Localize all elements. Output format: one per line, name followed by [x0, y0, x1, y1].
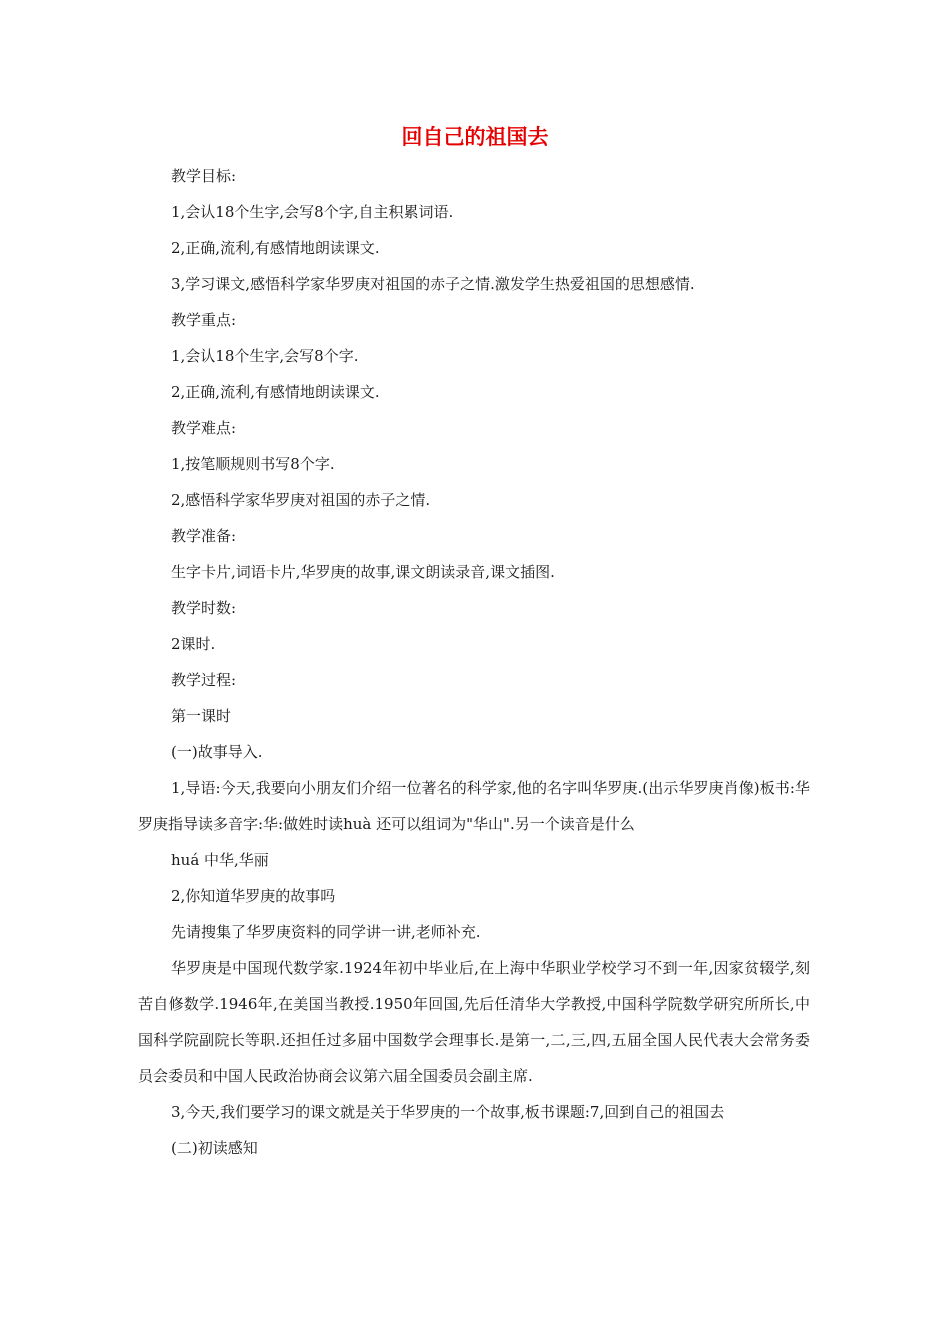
heading-difficulties: 教学难点:	[171, 419, 237, 437]
document-title: 回自己的祖国去	[401, 125, 549, 149]
difficulty-2: 2,感悟科学家华罗庚对祖国的赤子之情.	[171, 491, 431, 509]
heading-first-lesson: 第一课时	[171, 707, 232, 725]
section-first-reading: (二)初读感知	[171, 1139, 258, 1157]
question-3: 3,今天,我们要学习的课文就是关于华罗庚的一个故事,板书课题:7,回到自己的祖国去	[171, 1103, 725, 1121]
objective-3: 3,学习课文,感悟科学家华罗庚对祖国的赤子之情.激发学生热爱祖国的思想感情.	[171, 275, 695, 293]
heading-objectives: 教学目标:	[171, 167, 237, 185]
section-story-intro: (一)故事导入.	[171, 743, 263, 761]
document-body	[138, 158, 810, 1166]
preparation-list: 生字卡片,词语卡片,华罗庚的故事,课文朗读录音,课文插图.	[171, 563, 555, 581]
objective-1: 1,会认18个生字,会写8个字,自主积累词语.	[171, 203, 454, 221]
question-2: 2,你知道华罗庚的故事吗	[171, 887, 336, 905]
heading-process: 教学过程:	[171, 671, 237, 689]
line-invite: 先请搜集了华罗庚资料的同学讲一讲,老师补充.	[171, 923, 481, 941]
key-point-1: 1,会认18个生字,会写8个字.	[171, 347, 359, 365]
heading-key-points: 教学重点:	[171, 311, 237, 329]
line-pronunciation: huá 中华,华丽	[171, 851, 269, 869]
class-hours-value: 2课时.	[171, 635, 216, 653]
heading-preparation: 教学准备:	[171, 527, 237, 545]
difficulty-1: 1,按笔顺规则书写8个字.	[171, 455, 335, 473]
objective-2: 2,正确,流利,有感情地朗读课文.	[171, 239, 380, 257]
paragraph-biography: 华罗庚是中国现代数学家.1924年初中毕业后,在上海中华职业学校学习不到一年,因家贫辍学,刻苦自修数学.1946年,在美国当教授.1950年回国,先后任清华大学教授,中国科学院数学研究所所长,中国科学院副院长等职.还担任过多届中国数学会理事长.是第一,二,三,四,五届全国人民代表大会常务委员会委员和中国人民政治协商会议第六届全国委员会副主席.	[138, 959, 810, 1085]
key-point-2: 2,正确,流利,有感情地朗读课文.	[171, 383, 380, 401]
paragraph-intro: 1,导语:今天,我要向小朋友们介绍一位著名的科学家,他的名字叫华罗庚.(出示华罗庚肖像)板书:华罗庚指导读多音字:华:做姓时读huà 还可以组词为"华山".另一个读音是什么	[138, 779, 810, 833]
heading-class-hours: 教学时数:	[171, 599, 237, 617]
